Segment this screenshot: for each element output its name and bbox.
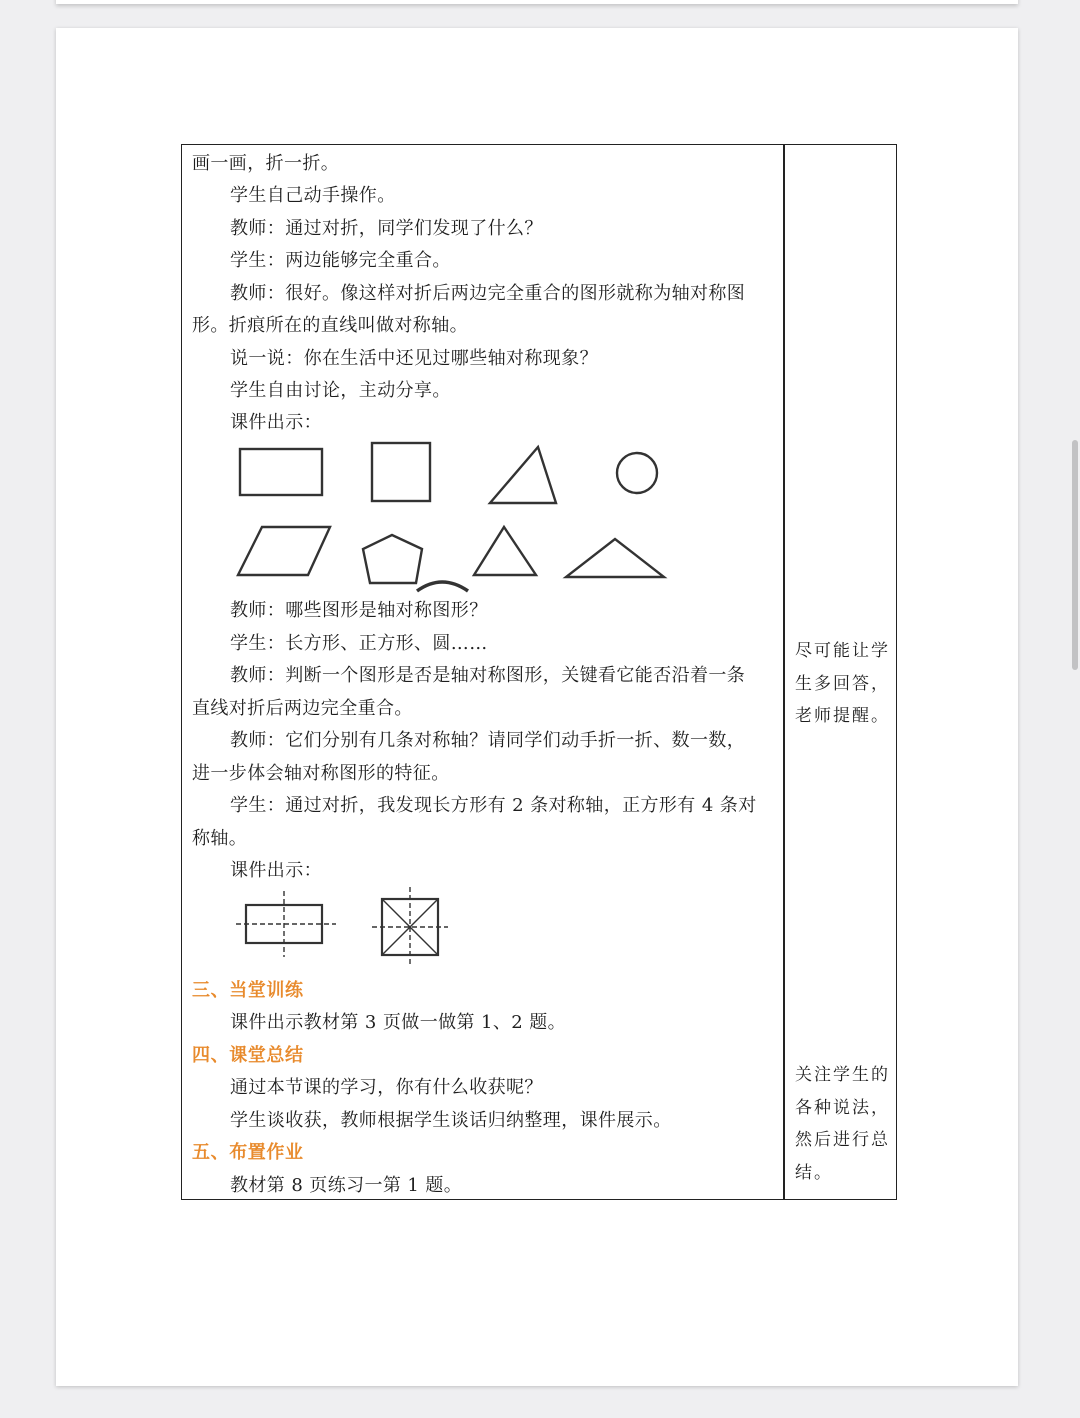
section-heading-homework: 五、布置作业: [192, 1142, 304, 1163]
isosceles-triangle-shape: [474, 527, 536, 575]
section-heading-practice: 三、当堂训练: [192, 980, 304, 1001]
text-line: 说一说：你在生活中还见过哪些轴对称现象？: [230, 348, 598, 369]
text-line: 学生：两边能够完全重合。: [230, 250, 451, 271]
text-line: 学生自己动手操作。: [230, 185, 396, 206]
circle-shape: [617, 453, 657, 493]
text-line: 教师：通过对折，同学们发现了什么？: [230, 218, 543, 239]
section-heading-summary: 四、课堂总结: [192, 1045, 304, 1066]
pentagon-shape: [363, 535, 422, 583]
text-line: 画一画，折一折。: [192, 153, 340, 174]
text-line: 教师：哪些图形是轴对称图形？: [230, 600, 488, 621]
text-line: 学生谈收获，教师根据学生谈话归纳整理，课件展示。: [230, 1110, 672, 1131]
text-line: 课件出示教材第 3 页做一做第 1、2 题。: [230, 1012, 567, 1033]
text-line: 教师：很好。像这样对折后两边完全重合的图形就称为轴对称图: [230, 283, 746, 304]
scrollbar-thumb[interactable]: [1072, 440, 1078, 670]
arc-mark: [417, 582, 468, 591]
text-line: 进一步体会轴对称图形的特征。: [192, 763, 450, 784]
triangle-shape: [490, 447, 556, 503]
shapes-figure: [232, 435, 672, 595]
notes-column: [785, 145, 895, 1199]
text-line: 通过本节课的学习，你有什么收获呢？: [230, 1077, 543, 1098]
lesson-content-column: [182, 145, 782, 1199]
parallelogram-shape: [238, 527, 330, 575]
square-shape: [372, 443, 430, 501]
previous-page-edge: [56, 0, 1018, 4]
symmetry-axes-figure: [232, 885, 472, 975]
side-note: 关注学生的各种说法，然后进行总结。: [795, 1065, 890, 1183]
text-line: 学生自由讨论，主动分享。: [230, 380, 451, 401]
text-line: 课件出示：: [230, 412, 322, 433]
rectangle-shape: [240, 449, 322, 495]
document-page: [56, 28, 1018, 1386]
text-line: 称轴。: [192, 828, 248, 849]
text-line: 课件出示：: [230, 860, 322, 881]
wide-triangle-shape: [566, 539, 664, 577]
text-line: 教师：它们分别有几条对称轴？请同学们动手折一折、数一数，: [230, 730, 746, 751]
text-line: 教师：判断一个图形是否是轴对称图形，关键看它能否沿着一条: [230, 665, 746, 686]
lesson-plan-table: [181, 144, 897, 1200]
text-line: 形。折痕所在的直线叫做对称轴。: [192, 315, 468, 336]
text-line: 直线对折后两边完全重合。: [192, 698, 413, 719]
text-line: 学生：长方形、正方形、圆……: [230, 633, 488, 654]
text-line: 教材第 8 页练习一第 1 题。: [230, 1175, 463, 1196]
side-note: 尽可能让学生多回答，老师提醒。: [795, 641, 890, 726]
text-line: 学生：通过对折，我发现长方形有 2 条对称轴，正方形有 4 条对: [230, 795, 757, 816]
